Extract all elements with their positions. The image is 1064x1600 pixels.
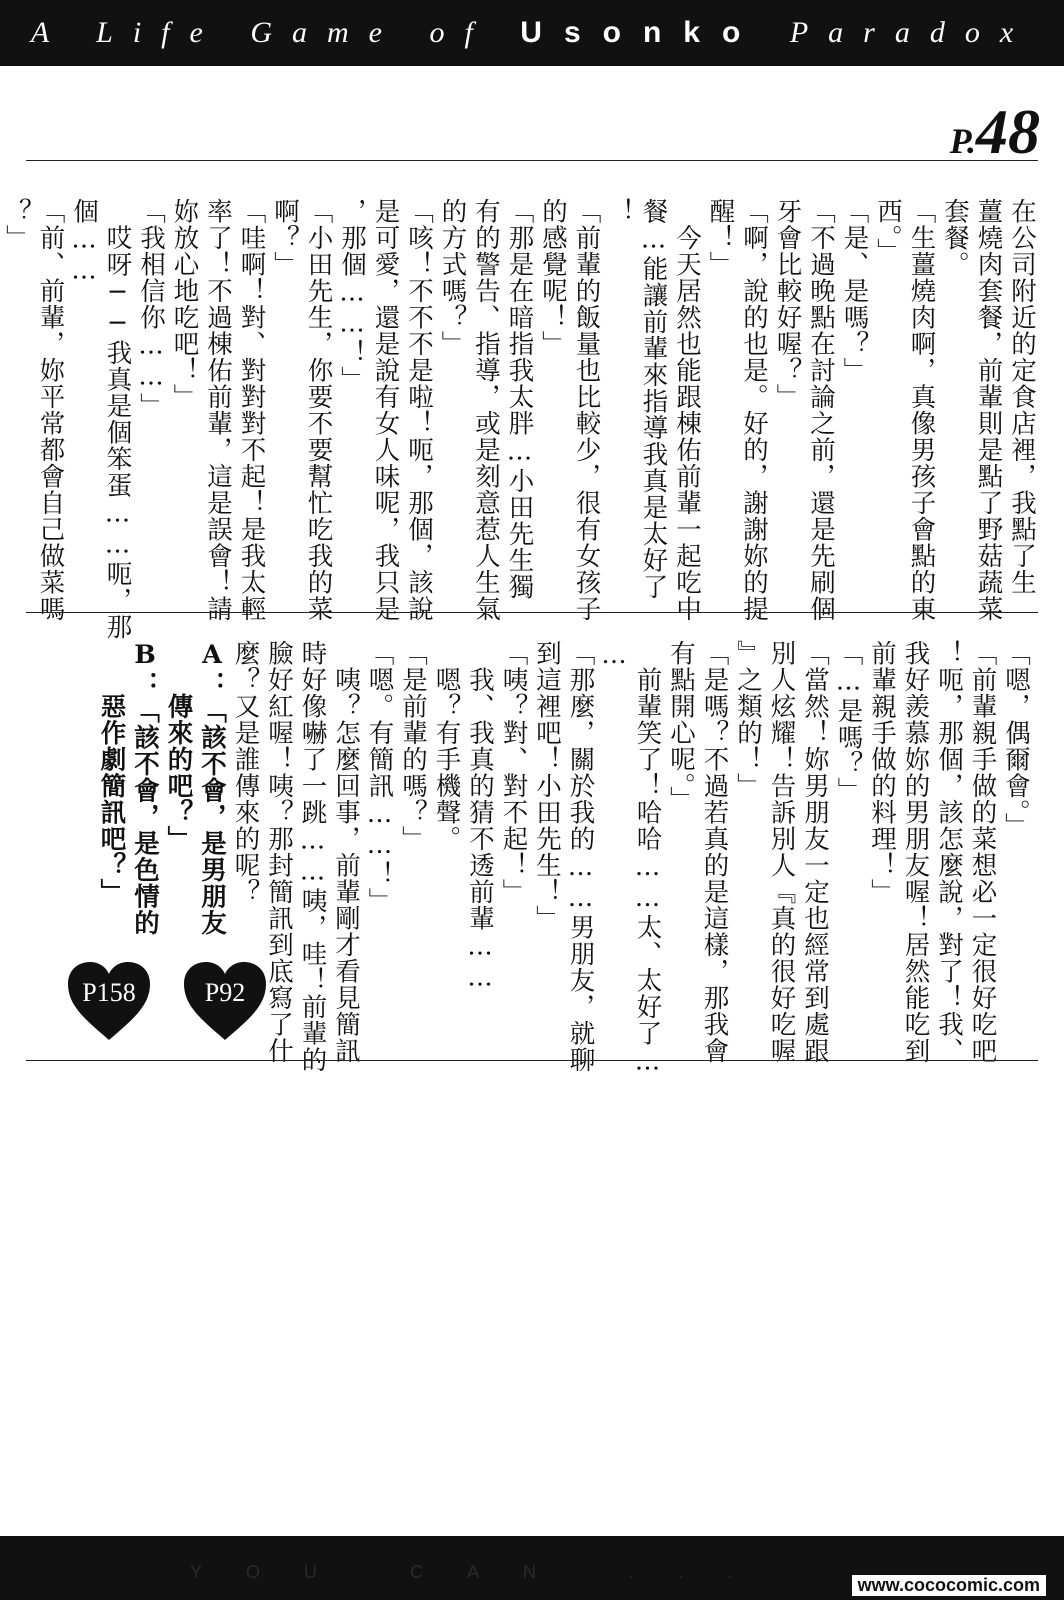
text-line: 率了！不過棟佑前輩，這是誤會！請 xyxy=(203,198,233,622)
text-line: ，那個……！」 xyxy=(337,198,367,393)
text-line: 「當然！妳男朋友一定也經常到處跟 xyxy=(800,640,830,1064)
text-line: 西。」 xyxy=(873,198,903,265)
series-title-bold: Usonko xyxy=(520,16,763,49)
divider-middle xyxy=(26,612,1038,613)
choice-a-page: P92 xyxy=(204,978,246,1007)
text-line: 「咳！不不不是啦！呃，那個，該說 xyxy=(404,198,434,622)
text-line: 「嗯，偶爾會。」 xyxy=(1001,640,1031,840)
story-section-1 xyxy=(2,198,1038,640)
text-line: 「我相信你……」 xyxy=(136,198,166,419)
text-line: 「是前輩的嗎？」 xyxy=(398,640,428,852)
text-line: 「…是嗎？」 xyxy=(833,640,864,804)
text-line: B：「該不會，是色情的 xyxy=(130,640,160,936)
text-line: 臉好紅喔！咦？那封簡訊到底寫了什 xyxy=(264,640,294,1064)
text-line: 「那麼，關於我的……男朋友，就聊 xyxy=(565,640,596,1073)
text-line: 咦？怎麼回事，前輩剛才看見簡訊 xyxy=(331,640,361,1064)
story-section-2 xyxy=(26,640,1032,1078)
text-line: 「小田先生，你要不要幫忙吃我的菜 xyxy=(303,198,334,622)
text-line: 麼？又是誰傳來的呢？ xyxy=(230,640,261,905)
text-line: 時好像嚇了一跳……咦，哇！前輩的 xyxy=(297,640,328,1073)
text-line: 「生薑燒肉啊，真像男孩子會點的東 xyxy=(906,198,937,622)
text-line: 「是、是嗎？」 xyxy=(839,198,870,384)
text-line: 別人炫耀！告訴別人『真的很好吃喔 xyxy=(766,640,797,1064)
divider-bottom xyxy=(26,1060,1038,1061)
text-line: 「嗯。有簡訊……！」 xyxy=(364,640,395,914)
text-line: 』之類的！」 xyxy=(733,640,763,799)
text-line: 牙會比較好喔？」 xyxy=(772,198,803,410)
text-line: 的感覺呢！」 xyxy=(538,198,568,357)
text-line: 套餐。 xyxy=(940,198,970,278)
text-line: 「啊，說的也是。好的，謝謝妳的提 xyxy=(739,198,769,622)
text-line: 「那是在暗指我太胖…小田先生獨 xyxy=(504,198,535,600)
text-line: A：「該不會，是男朋友 xyxy=(197,640,227,936)
text-line: 「咦？對、對不起！」 xyxy=(498,640,529,905)
text-line: 到這裡吧！小田先生！」 xyxy=(532,640,562,932)
series-title-suffix: Paradox xyxy=(762,16,1034,49)
choice-a-heart[interactable] xyxy=(182,960,268,1042)
footer-band xyxy=(0,1536,1064,1600)
text-line: 「哇啊！對、對對對不起！是我太輕 xyxy=(236,198,267,622)
text-line: 餐…能讓前輩來指導我真是太好了 xyxy=(638,198,669,600)
text-line: 嗯？有手機聲。 xyxy=(431,640,462,852)
text-line: 醒！」 xyxy=(705,198,736,278)
text-line: 在公司附近的定食店裡，我點了生 xyxy=(1007,198,1037,596)
divider-top xyxy=(26,160,1038,161)
page-number-value: 48 xyxy=(976,96,1040,167)
series-title xyxy=(31,16,1033,50)
text-line: 有的警告、指導，或是刻意惹人生氣 xyxy=(471,198,501,622)
footer-faint-text: YOU CAN ... xyxy=(190,1562,777,1582)
text-line: 薑燒肉套餐，前輩則是點了野菇蔬菜 xyxy=(973,198,1004,622)
text-line: 「前、前輩，妳平常都會自己做菜嗎 xyxy=(35,198,66,622)
text-line: … xyxy=(599,640,629,671)
footer-url[interactable]: www.cococomic.com xyxy=(852,1575,1046,1596)
choice-b-page: P158 xyxy=(82,978,136,1007)
text-line: 惡作劇簡訊吧？」 xyxy=(96,640,127,905)
text-line: ！ xyxy=(605,198,635,225)
page-number-prefix: P. xyxy=(949,121,976,161)
text-line: 有點開心呢。」 xyxy=(666,640,696,813)
choice-b-heart[interactable] xyxy=(66,960,152,1042)
text-line: 「前輩的飯量也比較少，很有女孩子 xyxy=(571,198,602,622)
series-title-prefix: A Life Game of xyxy=(30,16,521,49)
text-line: 是可愛，還是說有女人味呢，我只是 xyxy=(370,198,401,622)
text-line: 「前輩親手做的菜想必一定很好吃吧 xyxy=(967,640,998,1064)
text-line: 「不過晚點在討論之前，還是先刷個 xyxy=(806,198,836,622)
text-line: 個…… xyxy=(69,198,99,287)
text-line: ？」 xyxy=(2,198,32,251)
text-line: 的方式嗎？」 xyxy=(437,198,468,357)
text-line: ！呃，那個，該怎麼說，對了！我、 xyxy=(934,640,964,1064)
text-line: 妳放心地吃吧！」 xyxy=(169,198,200,410)
text-line: 啊？」 xyxy=(270,198,300,278)
text-line: 前輩親手做的料理！」 xyxy=(867,640,897,905)
text-line: 傳來的吧？」 xyxy=(163,640,194,852)
text-line: 我、我真的猜不透前輩…… xyxy=(465,640,495,994)
text-line: 我好羨慕妳的男朋友喔！居然能吃到 xyxy=(900,640,931,1064)
text-line: 「是嗎？不過若真的是這樣，那我會 xyxy=(699,640,730,1064)
text-line: 今天居然也能跟棟佑前輩一起吃中 xyxy=(672,198,702,622)
text-line: 哎呀──我真是個笨蛋……呃，那 xyxy=(102,198,133,640)
series-title-band xyxy=(0,0,1064,66)
text-line: 前輩笑了！哈哈……太、太好了… xyxy=(632,640,663,1078)
